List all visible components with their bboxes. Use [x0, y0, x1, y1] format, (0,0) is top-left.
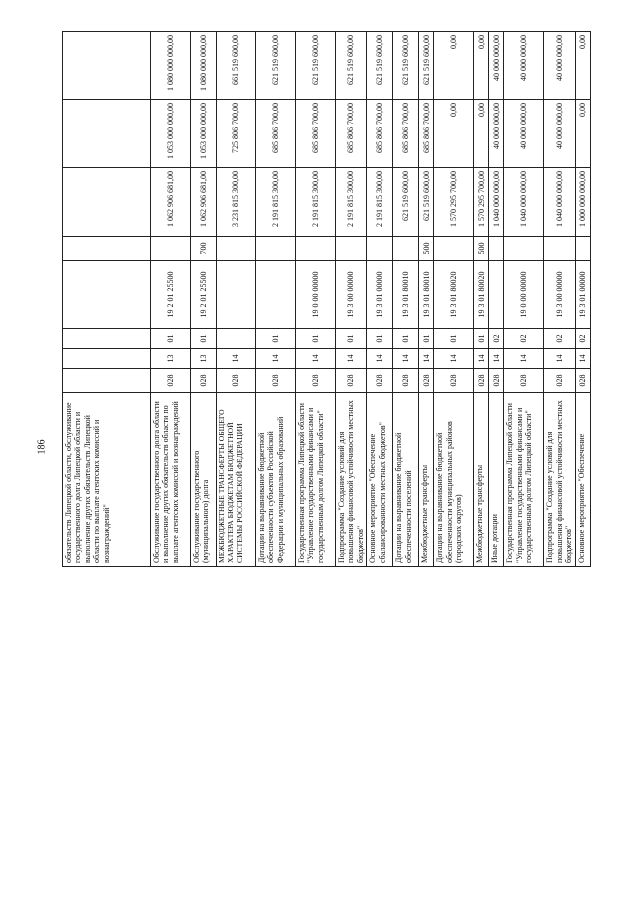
row-name: обязательств Липецкой области, обслуживание государственного долга Липецкой области и выполнение других обязательств Липецкой области по выплате агентских комиссий и вознаграждений"	[63, 393, 151, 567]
target-article: 19 0 00 00000	[296, 261, 336, 329]
table-row	[419, 32, 434, 567]
table-row	[434, 32, 474, 567]
row-name: Иные дотации	[489, 393, 504, 567]
target-article: 19 3 01 80010	[419, 261, 434, 329]
adm-code	[63, 369, 151, 393]
adm-code: 028	[256, 369, 296, 393]
target-article: 19 2 01 25500	[191, 261, 217, 329]
expense-type	[217, 237, 256, 261]
section-code: 14	[296, 349, 336, 369]
section-code: 14	[336, 349, 367, 369]
subsection-code: 01	[296, 329, 336, 349]
row-name: Подпрограмма "Создание условий для повышения финансовой устойчивости местных бюджетов"	[544, 393, 575, 567]
adm-code: 028	[217, 369, 256, 393]
amount-2: 0,00	[575, 100, 590, 168]
amount-3: 621 519 600,00	[419, 32, 434, 100]
adm-code: 028	[393, 369, 419, 393]
section-code: 13	[191, 349, 217, 369]
amount-1: 3 231 815 300,00	[217, 168, 256, 237]
target-article: 19 3 00 00000	[544, 261, 575, 329]
amount-1: 1 570 295 700,00	[474, 168, 489, 237]
amount-3	[63, 32, 151, 100]
target-article: 19 3 01 80010	[393, 261, 419, 329]
amount-1: 1 000 000 000,00	[575, 168, 590, 237]
amount-2: 685 806 700,00	[296, 100, 336, 168]
table-row	[544, 32, 575, 567]
amount-1: 1 062 906 681,00	[151, 168, 191, 237]
section-code: 14	[489, 349, 504, 369]
amount-1: 1 040 000 000,00	[504, 168, 544, 237]
section-code	[63, 349, 151, 369]
amount-2: 725 806 700,00	[217, 100, 256, 168]
expense-type	[296, 237, 336, 261]
row-name: Государственная программа Липецкой области "Управление государственными финансами и государственным долгом Липецкой области"	[504, 393, 544, 567]
subsection-code: 02	[489, 329, 504, 349]
expense-type	[367, 237, 393, 261]
section-code: 14	[544, 349, 575, 369]
expense-type	[336, 237, 367, 261]
adm-code: 028	[544, 369, 575, 393]
row-name: Межбюджетные трансферты	[419, 393, 434, 567]
expense-type	[434, 237, 474, 261]
section-code: 14	[434, 349, 474, 369]
subsection-code	[63, 329, 151, 349]
amount-2: 685 806 700,00	[256, 100, 296, 168]
subsection-code: 01	[191, 329, 217, 349]
row-name: Межбюджетные трансферты	[474, 393, 489, 567]
subsection-code: 01	[474, 329, 489, 349]
amount-3: 621 519 600,00	[256, 32, 296, 100]
subsection-code: 01	[419, 329, 434, 349]
amount-3: 621 519 600,00	[336, 32, 367, 100]
amount-3: 1 080 000 000,00	[151, 32, 191, 100]
section-code: 14	[393, 349, 419, 369]
row-name: Дотации на выравнивание бюджетной обеспеченности муниципальных районов (городских округов)	[434, 393, 474, 567]
amount-1	[63, 168, 151, 237]
amount-3: 0,00	[474, 32, 489, 100]
amount-1: 1 040 000 000,00	[544, 168, 575, 237]
expense-type: 700	[191, 237, 217, 261]
expense-type	[489, 237, 504, 261]
expense-type	[544, 237, 575, 261]
target-article: 19 2 01 25500	[151, 261, 191, 329]
amount-1: 2 191 815 300,00	[336, 168, 367, 237]
page-number: 186	[36, 439, 48, 455]
target-article: 19 3 01 00000	[575, 261, 590, 329]
amount-2: 685 806 700,00	[336, 100, 367, 168]
adm-code: 028	[296, 369, 336, 393]
amount-1: 2 191 815 300,00	[256, 168, 296, 237]
amount-2: 685 806 700,00	[419, 100, 434, 168]
amount-3: 40 000 000,00	[544, 32, 575, 100]
amount-3: 40 000 000,00	[504, 32, 544, 100]
amount-1: 621 519 600,00	[393, 168, 419, 237]
section-code: 14	[256, 349, 296, 369]
section-code: 14	[367, 349, 393, 369]
budget-table	[62, 31, 591, 567]
target-article	[217, 261, 256, 329]
target-article	[63, 261, 151, 329]
amount-1: 1 062 906 681,00	[191, 168, 217, 237]
table-row	[489, 32, 504, 567]
adm-code: 028	[367, 369, 393, 393]
table-row	[474, 32, 489, 567]
subsection-code: 02	[544, 329, 575, 349]
subsection-code: 01	[434, 329, 474, 349]
table-row	[296, 32, 336, 567]
table-row	[151, 32, 191, 567]
expense-type	[504, 237, 544, 261]
table-row	[217, 32, 256, 567]
amount-2: 685 806 700,00	[393, 100, 419, 168]
subsection-code: 01	[151, 329, 191, 349]
row-name: Основное мероприятие "Обеспечение сбалансированности местных бюджетов"	[367, 393, 393, 567]
amount-3: 0,00	[434, 32, 474, 100]
amount-2: 1 053 000 000,00	[151, 100, 191, 168]
table-row	[575, 32, 590, 567]
adm-code: 028	[191, 369, 217, 393]
row-name: Основное мероприятие "Обеспечение	[575, 393, 590, 567]
expense-type: 500	[474, 237, 489, 261]
section-code: 14	[575, 349, 590, 369]
target-article	[256, 261, 296, 329]
adm-code: 028	[419, 369, 434, 393]
amount-3: 661 519 600,00	[217, 32, 256, 100]
amount-3: 1 080 000 000,00	[191, 32, 217, 100]
target-article: 19 3 01 80020	[474, 261, 489, 329]
target-article: 19 3 01 00000	[367, 261, 393, 329]
amount-3: 0,00	[575, 32, 590, 100]
table-row	[504, 32, 544, 567]
amount-3: 621 519 600,00	[296, 32, 336, 100]
subsection-code: 01	[393, 329, 419, 349]
amount-2: 0,00	[434, 100, 474, 168]
expense-type	[256, 237, 296, 261]
expense-type	[575, 237, 590, 261]
amount-3: 621 519 600,00	[393, 32, 419, 100]
subsection-code: 01	[336, 329, 367, 349]
row-name: Обслуживание государственного (муниципального) долга	[191, 393, 217, 567]
expense-type: 500	[419, 237, 434, 261]
adm-code: 028	[151, 369, 191, 393]
target-article: 19 3 01 80020	[434, 261, 474, 329]
amount-2: 0,00	[474, 100, 489, 168]
subsection-code: 01	[256, 329, 296, 349]
target-article: 19 3 00 00000	[336, 261, 367, 329]
amount-2: 40 000 000,00	[489, 100, 504, 168]
amount-1: 2 191 815 300,00	[296, 168, 336, 237]
table-row	[191, 32, 217, 567]
table-row	[367, 32, 393, 567]
adm-code: 028	[489, 369, 504, 393]
section-code: 14	[474, 349, 489, 369]
expense-type	[63, 237, 151, 261]
row-name: МЕЖБЮДЖЕТНЫЕ ТРАНСФЕРТЫ ОБЩЕГО ХАРАКТЕРА БЮДЖЕТАМ БЮДЖЕТНОЙ СИСТЕМЫ РОССИЙСКОЙ ФЕДЕРАЦИИ	[217, 393, 256, 567]
subsection-code: 02	[504, 329, 544, 349]
table-row	[256, 32, 296, 567]
row-name: Дотации на выравнивание бюджетной обеспеченности поселений	[393, 393, 419, 567]
amount-1: 621 519 600,00	[419, 168, 434, 237]
amount-2: 40 000 000,00	[504, 100, 544, 168]
table-row	[336, 32, 367, 567]
adm-code: 028	[474, 369, 489, 393]
amount-2: 40 000 000,00	[544, 100, 575, 168]
row-name: Обслуживание государственного долга области и выполнение других обязательств области по выплате агентских комиссий и вознаграждений	[151, 393, 191, 567]
section-code: 14	[217, 349, 256, 369]
table-row	[63, 32, 151, 567]
target-article: 19 0 00 00000	[504, 261, 544, 329]
expense-type	[393, 237, 419, 261]
subsection-code	[217, 329, 256, 349]
adm-code: 028	[434, 369, 474, 393]
amount-3: 621 519 600,00	[367, 32, 393, 100]
amount-2	[63, 100, 151, 168]
subsection-code: 01	[367, 329, 393, 349]
adm-code: 028	[504, 369, 544, 393]
amount-3: 40 000 000,00	[489, 32, 504, 100]
section-code: 14	[504, 349, 544, 369]
section-code: 13	[151, 349, 191, 369]
subsection-code: 02	[575, 329, 590, 349]
table-row	[393, 32, 419, 567]
amount-1: 1 040 000 000,00	[489, 168, 504, 237]
adm-code: 028	[336, 369, 367, 393]
row-name: Государственная программа Липецкой области "Управление государственными финансами и государственным долгом Липецкой области"	[296, 393, 336, 567]
amount-1: 1 570 295 700,00	[434, 168, 474, 237]
amount-1: 2 191 815 300,00	[367, 168, 393, 237]
section-code: 14	[419, 349, 434, 369]
amount-2: 685 806 700,00	[367, 100, 393, 168]
adm-code: 028	[575, 369, 590, 393]
amount-2: 1 053 000 000,00	[191, 100, 217, 168]
expense-type	[151, 237, 191, 261]
target-article	[489, 261, 504, 329]
row-name: Подпрограмма "Создание условий для повышения финансовой устойчивости местных бюджетов"	[336, 393, 367, 567]
row-name: Дотации на выравнивание бюджетной обеспеченности субъектов Российской Федерации и муниципальных образований	[256, 393, 296, 567]
